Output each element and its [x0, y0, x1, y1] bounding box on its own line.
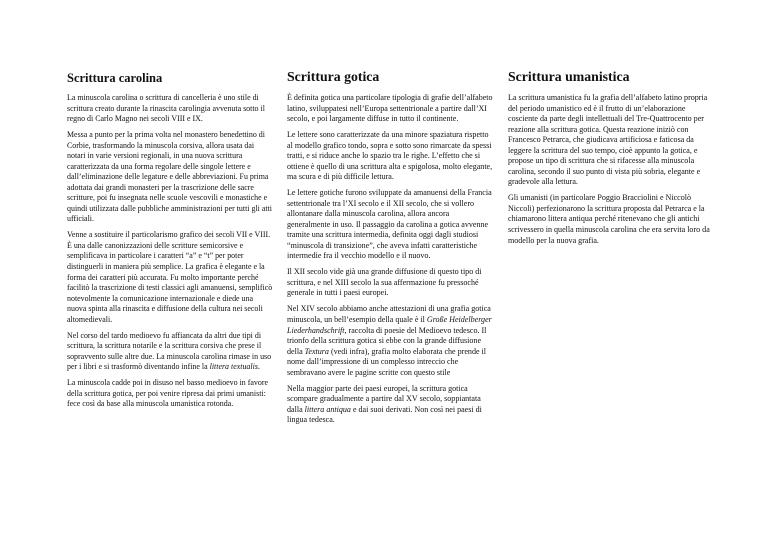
- column-title: Scrittura carolina: [67, 71, 163, 85]
- paragraph: Messa a punto per la prima volta nel monastero benedettino di Corbie, trasformando la minuscola corsiva, allora usata dai notari in varie versioni regionali, in una nuova scrittura caratterizzata da una forma regolare delle singole lettere e dall’eliminazione delle legature e delle abbreviazioni. Fu prima adottata dai grandi monasteri per la trascrizione delle sacre scritture, poi fu insegnata nelle scuole vescovili e monastiche e quindi utilizzata dalle pubbliche amministrazioni per tutti gli atti ufficiali.: [67, 130, 272, 224]
- paragraph: La minuscola carolina o scrittura di cancelleria è uno stile di scrittura creato durante la rinascita carolingia avvenuta sotto il regno di Carlo Magno nei secoli VIII e IX.: [67, 93, 265, 124]
- paragraph: Il XII secolo vide già una grande diffusione di questo tipo di scrittura, e nel XIII secolo la sua affermazione fu pressoché generale in tutti i paesi europei.: [287, 267, 482, 298]
- column-title: Scrittura gotica: [287, 69, 380, 84]
- italic-term: Große Heidelberger Liederhandschrift: [287, 314, 492, 335]
- paragraph: Gli umanisti (in particolare Poggio Bracciolini e Niccolò Niccoli) perfezionarono la scrittura proposta dal Petrarca e la chiamarono littera antiqua perché ritenevano che gli antichi scrivessero in quella minuscola carolina che era servita loro da modello per la nuova grafia.: [508, 193, 710, 245]
- column-carolina: [67, 71, 273, 410]
- paragraph: La scrittura umanistica fu la grafia dell’alfabeto latino propria del periodo umanistico ed è il frutto di un’elaborazione cosciente da parte degli intellettuali del Tre-Quattrocento per reazione alla scrittura gotica. Questa reazione iniziò con Francesco Petrarca, che giudicava artificiosa e faticosa da leggere la scrittura del suo tempo, cioè appunto la gotica, e propose un tipo di scrittura che si rifacesse alla minuscola carolina, secondo il suo punto di vista più sobria, elegante e gradevole alla lettura.: [508, 93, 708, 187]
- column-title: Scrittura umanistica: [508, 69, 630, 84]
- paragraph: Nel XIV secolo abbiamo anche attestazioni di una grafia gotica minuscola, un bell’esempio della quale è il Große Heidelberger Liederhandschrift, raccolta di poesie del Medioevo tedesco. Il trionfo della scrittura gotica si ebbe con la grande diffusione della Textura (vedi infra), grafia molto elaborata che prende il nome dall’impressione di un complesso intreccio che sembravano avere le pagine scritte con questo stile: [287, 304, 492, 377]
- italic-term: littera antiqua: [304, 404, 351, 414]
- paragraph: La minuscola cadde poi in disuso nel basso medioevo in favore della scrittura gotica, per poi venire ripresa dai primi umanisti: fece così da base alla minuscola umanistica rotonda.: [67, 378, 269, 409]
- paragraph: Venne a sostituire il particolarismo grafico dei secoli VII e VIII. È una dalle canonizzazioni delle scritture semicorsive e semplificava in particolare i caratteri “a” e “t” per poter distinguerli in maniera più semplice. La grafica è elegante e la forma dei caratteri più accurata. Fu molto importante perché facilitò la trascrizione di testi classici agli amanuensi, semplificò notevolmente la comunicazione internazionale e diede una nuova spinta alla rinascita e diffusione della cultura nei secoli altomedievali.: [67, 230, 273, 324]
- paragraph: Nel corso del tardo medioevo fu affiancata da altri due tipi di scrittura, la scrittura notarile e la scrittura corsiva che prese il sopravvento sulle altre due. La minuscola carolina rimase in uso per i libri e si trasformò diventando infine la littera textualis.: [67, 330, 272, 372]
- paragraph: Le lettere sono caratterizzate da una minore spaziatura rispetto al modello grafico tondo, sopra e sotto sono rimarcate da spessi tratti, e si riduce anche lo spazio tra le righe. L’effetto che si ottiene è quello di una scrittura alta e spigolosa, molto elegante, ma scura e di più difficile lettura.: [287, 130, 493, 182]
- italic-term: Textura: [304, 346, 329, 356]
- paragraph: È definita gotica una particolare tipologia di grafie dell’alfabeto latino, sviluppatesi nell’Europa settentrionale a partire dall’XI secolo, e poi largamente diffuse in tutto il continente.: [287, 93, 493, 124]
- paragraph: Nella maggior parte dei paesi europei, la scrittura gotica scompare gradualmente a partire dal XV secolo, soppiantata dalla littera antiqua e dai suoi derivati. Non così nei paesi di lingua tedesca.: [287, 383, 482, 425]
- paragraph: Le lettere gotiche furono sviluppate da amanuensi della Francia settentrionale tra l’XI secolo e il XII secolo, che si vollero allontanare dalla minuscola carolina, allora ancora generalmente in uso. Il passaggio da carolina a gotica avvenne tramite una scrittura intermedia, definita oggi dagli studiosi “minuscola di transizione”, che aveva infatti caratteristiche intermedie fra il vecchio modello e il nuovo.: [287, 188, 492, 261]
- column-umanistica: [508, 69, 714, 246]
- column-gotica: [287, 69, 493, 426]
- italic-term: littera textualis: [209, 362, 258, 372]
